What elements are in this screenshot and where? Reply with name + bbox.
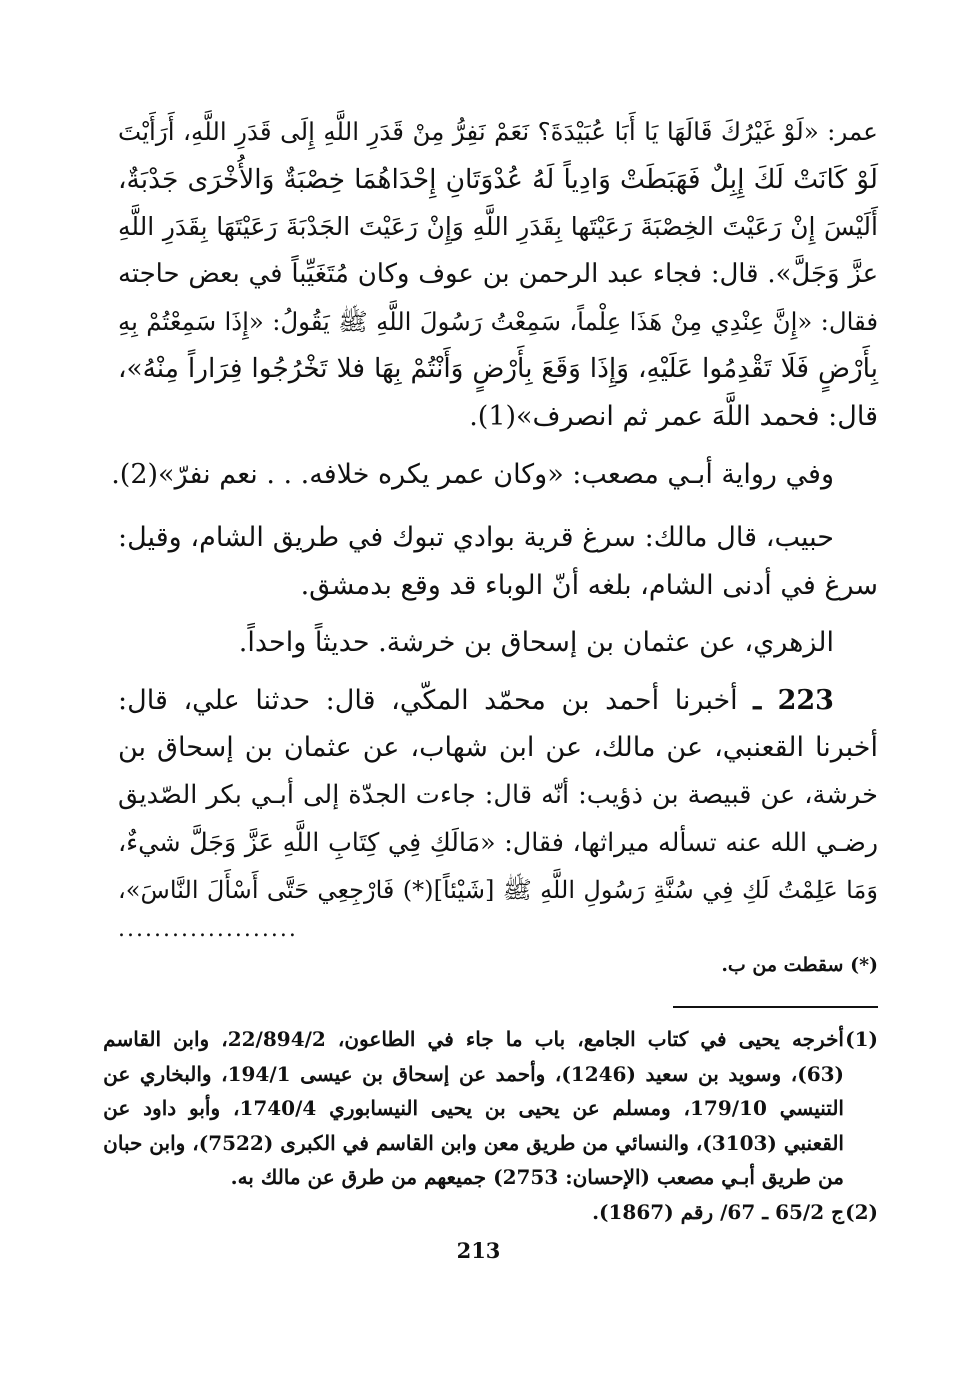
text-line: لَوْ كَانَتْ لَكَ إِبِلٌ فَهَبَطَتْ وَادِياً لَهُ عُدْوَتَانِ إِحْدَاهُمَا خِصْبَةٌ وَالأُخْرَى جَدْبَةٌ، xyxy=(118,163,878,195)
book-page xyxy=(103,108,878,1348)
text-line: أخبرنا القعنبي، عن مالك، عن ابن شهاب، عن عثمان بن إسحاق بن xyxy=(118,732,878,763)
text-line: قال: فحمد اللَّهَ عمر ثم انصرف»(1). xyxy=(469,401,878,432)
text-line: سرغ في أدنى الشام، بلغه أنّ الوباء قد وقع بدمشق. xyxy=(300,569,878,601)
hadith-opening: أخبرنا أحمد بن محمّد المكّي، قال: حدثنا علي، قال: xyxy=(118,684,738,716)
text-line: عمر: «لَوْ غَيْرُكَ قَالَهَا يَا أَبَا عُبَيْدَةَ؟ نَعَمْ نَفِرُّ مِنْ قَدَرِ اللَّهِ إِلَى قَدَرِ اللَّهِ، أَرَأَيْتَ xyxy=(118,117,878,146)
footnote-line: (63)، وسويد بن سعيد (1246)، وأحمد عن إسحاق بن عيسى 194/1، والبخاري عن xyxy=(103,1061,844,1086)
footnote-divider xyxy=(673,1006,878,1008)
footnote-line: أخرجه يحيى في كتاب الجامع، باب ما جاء في الطاعون، 22/894/2، وابن القاسم xyxy=(103,1027,844,1051)
text-line: بِأَرْضٍ فَلَا تَقْدِمُوا عَلَيْهِ، وَإِذَا وَقَعَ بِأَرْضٍ وَأَنْتُمْ بِهَا فلا تَخْرُجُوا فِرَاراً مِنْهُ»، xyxy=(118,353,878,384)
text-line xyxy=(118,677,878,725)
text-line: وَمَا عَلِمْتُ لَكِ فِي سُنَّةِ رَسُولِ اللَّهِ ﷺ [شَيْئاً](*) فَارْجِعِي حَتَّى أَسْأَلَ النَّاسَ»، xyxy=(118,875,878,904)
hadith-number: 223 ـ xyxy=(753,684,834,716)
manuscript-note: (*) سقطت من ب. xyxy=(721,954,878,976)
footnote-line: القعنبي (3103)، والنسائي من طريق معن وابن القاسم في الكبرى (7522)، وابن حبان xyxy=(103,1130,844,1155)
continuation-dots: .................... xyxy=(118,917,298,942)
text-line: حبيب، قال مالك: سرغ قرية بوادي تبوك في طريق الشام، وقيل: xyxy=(118,522,834,553)
paragraph-hadith-umar xyxy=(118,108,878,441)
footnote-number: (2) xyxy=(845,1199,878,1224)
text-line: فقال: «إِنَّ عِنْدِي مِنْ هَذَا عِلْماً، سَمِعْتُ رَسُولَ اللَّهِ ﷺ يَقُولُ: «إِذَا سَمِعْتُمْ بِهِ xyxy=(118,307,878,336)
footnote-body xyxy=(103,1022,844,1195)
text-line: خرشة، عن قبيصة بن ذؤيب: أنّه قال: جاءت الجدّة إلى أبـي بكر الصّديق xyxy=(118,779,878,810)
footnotes xyxy=(103,1022,878,1229)
text-line: وفي رواية أبـي مصعب: «وكان عمر يكره خلافه. . . نعم نفرّ»(2). xyxy=(111,458,834,490)
footnote-line: التنيسي 179/10، ومسلم عن يحيى بن يحيى النيسابوري 1740/4، وأبو داود عن xyxy=(103,1096,844,1120)
paragraph-abu-musab-narration xyxy=(111,451,878,499)
page-number: 213 xyxy=(456,1238,501,1263)
paragraph-zuhri-heading xyxy=(118,619,878,667)
footnote-2 xyxy=(118,1195,878,1230)
footnote-1 xyxy=(103,1022,878,1195)
footnote-line: ج 65/2 ـ 67/ رقم (1867). xyxy=(592,1199,844,1224)
footnote-line: من طريق أبـي مصعب (الإحسان: 2753) جميعهم من طرق عن مالك به. xyxy=(230,1165,844,1189)
text-line: الزهري، عن عثمان بن إسحاق بن خرشة. حديثاً واحداً. xyxy=(238,627,834,658)
paragraph-sargh-note xyxy=(118,514,878,609)
footnote-body xyxy=(118,1195,844,1230)
paragraph-hadith-223 xyxy=(118,677,878,915)
text-line: رضـي الله عنه تسأله ميراثها، فقال: «مَالَكِ فِي كِتَابِ اللَّهِ عَزَّ وَجَلَّ شيءٌ، xyxy=(118,827,878,857)
text-line: أَلَيْسَ إِنْ رَعَيْتَ الخِصْبَةَ رَعَيْتَها بِقَدَرِ اللَّهِ وَإِنْ رَعَيْتَ الجَدْبَةَ رَعَيْتَهَا بِقَدَرِ اللَّهِ xyxy=(118,212,878,241)
text-line: عزَّ وَجَلَّ». قال: فجاء عبد الرحمن بن عوف وكان مُتَغَيِّباً في بعض حاجته xyxy=(118,258,878,289)
footnote-number: (1) xyxy=(845,1027,878,1051)
